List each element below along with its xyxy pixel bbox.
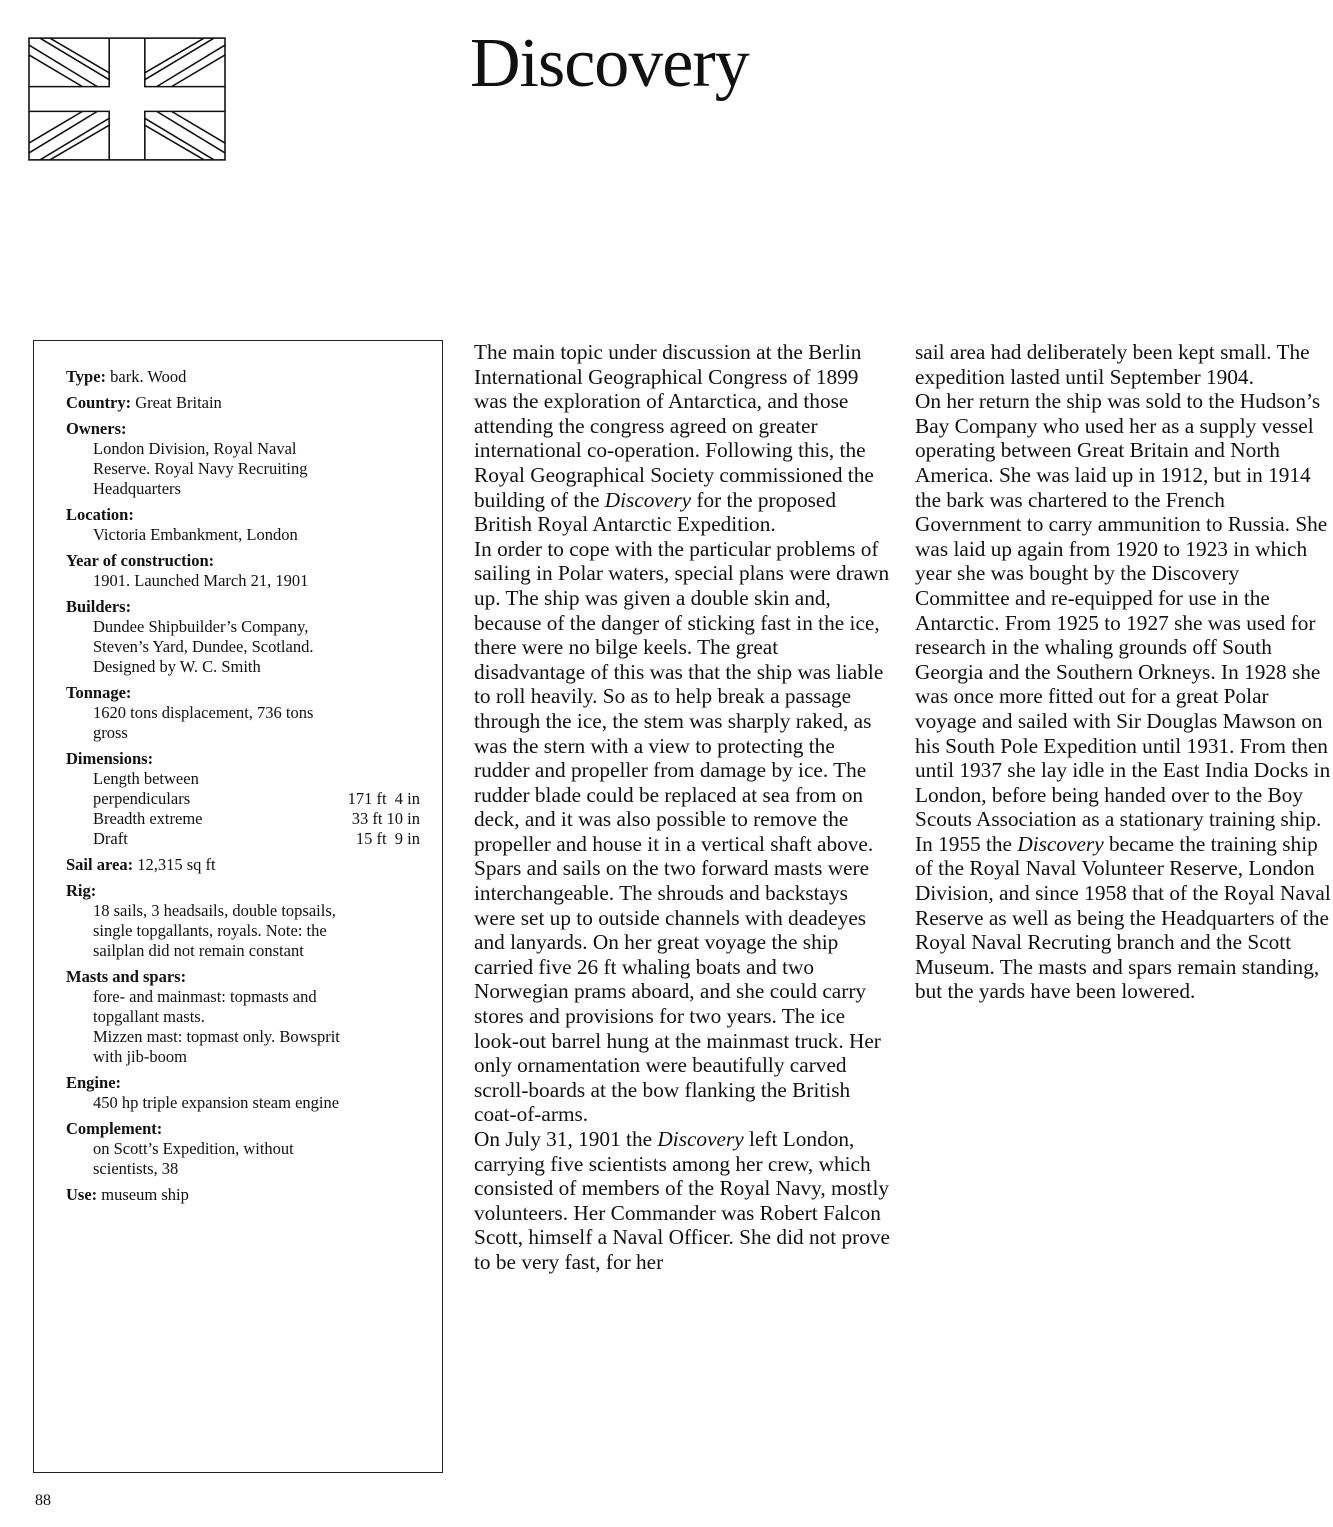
owners-line: Reserve. Royal Navy Recruiting [93,459,308,478]
use-label: Use: [66,1185,98,1204]
paragraph-text: became the training ship of the Royal Naval Volunteer Reserve, London Division, and since 1958 that of the Royal Naval Reserve as well as being the Headquarters of the Royal Naval Recruting branch and the Scott Museum. The masts and spars remain standing, but the yards have been lowered. [915,831,1331,1004]
ship-name: Discovery [604,487,692,512]
dimensions-line: Length between [93,769,199,788]
paragraph-text: On July 31, 1901 the [474,1127,658,1151]
dimension-row [66,829,420,849]
complement-line: scientists, 38 [93,1159,179,1178]
type-label: Type: [66,367,107,386]
entry-location [66,505,420,545]
paragraph [474,1127,894,1275]
dimension-value: 33 ft 10 in [351,809,420,828]
tonnage-line: gross [93,723,128,742]
entry-sail-area [66,855,420,875]
entry-masts [66,967,420,1067]
ship-name: Discovery [657,1127,744,1151]
dimension-name: perpendiculars [93,789,191,808]
entry-rig [66,881,420,961]
owners-label: Owners: [66,419,127,438]
dimensions-label: Dimensions: [66,749,154,768]
sail-area-label: Sail area: [66,855,134,874]
entry-owners [66,419,420,499]
masts-line: fore- and mainmast: topmasts and [93,987,317,1006]
sail-area-value: 12,315 sq ft [133,855,216,874]
masts-line: topgallant masts. [93,1007,205,1026]
year-line: 1901. Launched March 21, 1901 [93,571,309,590]
type-value: bark. Wood [106,367,187,386]
rig-label: Rig: [66,881,97,900]
engine-label: Engine: [66,1073,122,1092]
text-column-right [915,340,1333,1004]
dimension-value: 171 ft 4 in [347,789,420,808]
entry-builders [66,597,420,677]
dimension-row [66,789,420,809]
year-label: Year of construction: [66,551,215,570]
owners-line: Headquarters [93,479,181,498]
text-column-middle [474,340,894,1275]
paragraph-text: The main topic under discussion at the Berlin International Geographical Congress of 1899 was the exploration of Antarctica, and those attending the congress agreed on greater international co-operation. Following this, the Royal Geographical Society commissioned the building of the [474,340,874,512]
entry-complement [66,1119,420,1179]
masts-line: with jib-boom [93,1047,187,1066]
masts-line: Mizzen mast: topmast only. Bowsprit [93,1027,340,1046]
dimension-value: 15 ft 9 in [355,829,420,848]
tonnage-label: Tonnage: [66,683,132,702]
location-label: Location: [66,505,134,524]
page-number: 88 [35,1492,51,1509]
paragraph-text: left London, carrying five scientists among her crew, which consisted of members of the Royal Navy, mostly volunteers. Her Commander was Robert Falcon Scott, himself a Naval Officer. She did not prove to be very fast, for her [474,1127,890,1274]
builders-line: Dundee Shipbuilder’s Company, [93,617,309,636]
location-line: Victoria Embankment, London [93,525,298,544]
entry-use [66,1185,420,1205]
tonnage-line: 1620 tons displacement, 736 tons [93,703,314,722]
paragraph: sail area had deliberately been kept small. The expedition lasted until September 1904. [915,340,1310,389]
paragraph: In order to cope with the particular problems of sailing in Polar waters, special plans were drawn up. The ship was given a double skin and, because of the danger of sticking fast in the ice, there were no bilge keels. The great disadvantage of this was that the ship was liable to roll heavily. So as to help break a passage through the ice, the stem was sharply raked, as was the stern with a view to protecting the rudder and propeller from damage by ice. The rudder blade could be replaced at sea from on deck, and it was also possible to remove the propeller and house it in a vertical shaft above. Spars and sails on the two forward masts were interchangeable. The shrouds and backstays were set up to outside channels with deadeyes and lanyards. On her great voyage the ship carried five 26 ft whaling boats and two Norwegian prams aboard, and she could carry stores and provisions for two years. The ice look-out barrel hung at the mainmast truck. Her only ornamentation were beautifully carved scroll-boards at the bow flanking the British coat-of-arms. [474,536,890,1127]
country-label: Country: [66,393,132,412]
builders-line: Steven’s Yard, Dundee, Scotland. [93,637,314,656]
page-title: Discovery [470,25,749,102]
paragraph-text: On her return the ship was sold to the Hudson’s Bay Company who used her as a supply vessel operating between Great Britain and North America. She was laid up in 1912, but in 1914 the bark was chartered to the French Government to carry ammunition to Russia. She was laid up again from 1920 to 1923 in which year she was bought by the Discovery Committee and re-equipped for use in the Antarctic. From 1925 to 1927 she was used for research in the whaling grounds off South Georgia and the Southern Orkneys. In 1928 she was once more fitted out for a great Polar voyage and sailed with Sir Douglas Mawson on his South Pole Expedition until 1931. From then until 1937 she lay idle in the East India Docks in London, before being handed over to the Boy Scouts Association as a stationary training ship. In 1955 the [915,389,1331,856]
complement-line: on Scott’s Expedition, without [93,1139,294,1158]
entry-country [66,393,420,413]
owners-line: London Division, Royal Naval [93,439,297,458]
country-value: Great Britain [131,393,222,412]
paragraph-text: for the proposed British Royal Antarctic Expedition. [474,487,836,537]
rig-line: single topgallants, royals. Note: the [93,921,327,940]
use-value: museum ship [97,1185,189,1204]
ship-data-box [33,340,443,1473]
complement-label: Complement: [66,1119,163,1138]
masts-label: Masts and spars: [66,967,187,986]
paragraph [915,389,1333,1004]
engine-line: 450 hp triple expansion steam engine [93,1093,340,1112]
dimension-name: Breadth extreme [93,809,203,828]
rig-line: sailplan did not remain constant [93,941,304,960]
builders-label: Builders: [66,597,132,616]
dimension-name: Draft [93,829,128,848]
entry-engine [66,1073,420,1113]
builders-line: Designed by W. C. Smith [93,657,261,676]
union-jack-outline-icon [28,37,226,161]
paragraph [474,340,894,537]
ship-name: Discovery [1017,831,1104,856]
entry-dimensions [66,749,420,849]
entry-tonnage [66,683,420,743]
dimension-row [66,809,420,829]
entry-year [66,551,420,591]
entry-type [66,367,420,387]
rig-line: 18 sails, 3 headsails, double topsails, [93,901,336,920]
